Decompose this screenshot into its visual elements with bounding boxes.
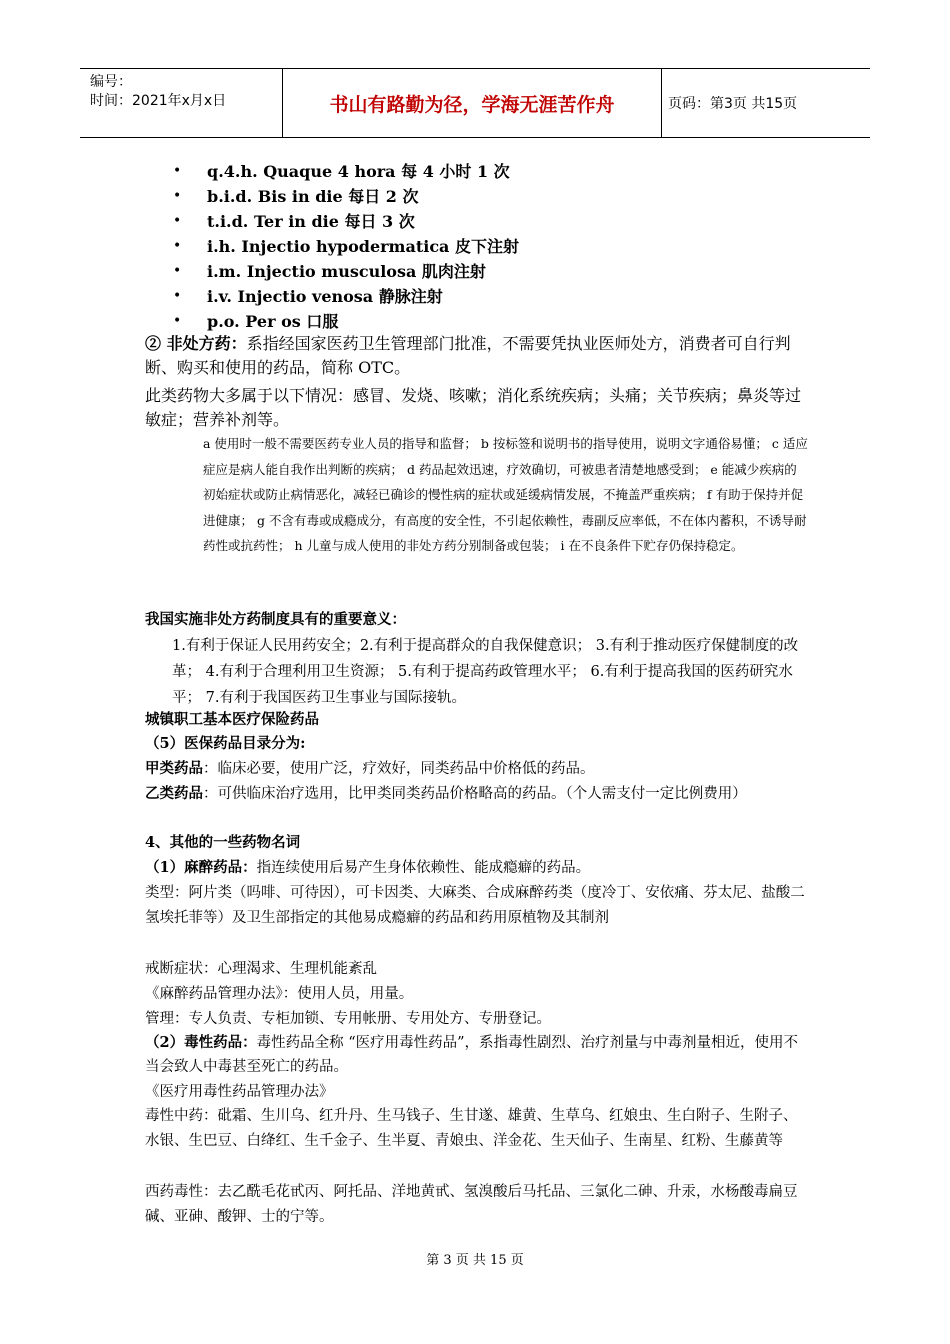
narcotic-label: （1）麻醉药品： [145,859,257,876]
western-toxic-list: 西药毒性：去乙酰毛花甙丙、阿托品、洋地黄甙、氢溴酸后马托品、三氯化二砷、升汞，水杨酸毒扁豆碱、亚砷、酸钾、士的宁等。 [145,1184,798,1225]
list-item [145,233,805,258]
class-a-drugs [145,757,595,781]
bullet-icon: • [173,187,182,204]
class-b-label: 乙类药品 [145,785,203,802]
class-b-drugs [145,782,810,806]
other-terms-heading: 4、其他的一些药物名词 [145,834,301,851]
list-item [145,208,805,233]
toxic-label: （2）毒性药品： [145,1034,257,1051]
page-header [80,68,870,138]
abbreviation-text: i.h. Injectio hypodermatica 皮下注射 [207,237,519,256]
abbreviation-text: t.i.d. Ter in die 每日 3 次 [207,212,415,231]
class-a-label: 甲类药品 [145,760,203,777]
insurance-catalog [145,732,305,756]
toxic-rules: 《医疗用毒性药品管理办法》 [145,1084,334,1100]
significance-heading: 我国实施非处方药制度具有的重要意义： [145,611,406,628]
list-item [145,258,805,283]
document-number-label: 编号： [90,74,132,90]
header-motto: 书山有路勤为径，学海无涯苦作舟 [282,69,662,137]
toxic-definition [145,1031,810,1079]
bullet-icon: • [173,162,182,179]
otc-definition-text: 系指经国家医药卫生管理部门批准，不需要凭执业医师处方，消费者可自行判断、购买和使用的药品，简称 OTC。 [145,334,791,377]
withdrawal-symptoms: 戒断症状：心理渴求、生理机能紊乱 [145,961,377,977]
list-item [145,308,805,333]
otc-features: a 使用时一般不需要医药专业人员的指导和监督； b 按标签和说明书的指导使用，说明文字通俗易懂； c 适应症应是病人能自我作出判断的疾病； d 药品起效迅速，疗效确切，可被患者清楚地感受到； e 能减少疾病的初始症状或防止病情恶化，减轻已确诊的慢性病的症状或延缓病情发展，不掩盖严重疾病； f 有助于保持并促进健康； g 不含有毒或成瘾成分，有高度的安全性，不引起依赖性，毒副反应率低，不在体内蓄积，不诱导耐药性或抗药性； h 儿童与成人使用的非处方药分别制备或包装； i 在不良条件下贮存仍保持稳定。 [203,436,808,553]
bullet-icon: • [173,312,182,329]
toxic-text: 毒性药品全称 “医疗用毒性药品”，系指毒性剧烈、治疗剂量与中毒剂量相近，使用不当会致人中毒甚至死亡的药品。 [145,1035,799,1075]
list-item [145,183,805,208]
narcotic-rules: 《麻醉药品管理办法》：使用人员，用量。 [145,986,414,1002]
otc-heading: ② 非处方药： [145,334,247,353]
insurance-heading: 城镇职工基本医疗保险药品 [145,711,319,728]
insurance-catalog-text: （5）医保药品目录分为: [145,735,306,752]
abbreviation-text: b.i.d. Bis in die 每日 2 次 [207,187,419,206]
class-a-text: ：临床必要，使用广泛，疗效好，同类药品中价格低的药品。 [203,761,595,777]
abbreviation-text: p.o. Per os 口服 [207,312,339,331]
abbreviation-text: q.4.h. Quaque 4 hora 每 4 小时 1 次 [207,162,510,181]
abbreviation-list [145,158,805,333]
management-rules: 管理：专人负责、专柜加锁、专用帐册、专用处方、专册登记。 [145,1011,551,1027]
otc-definition [145,332,810,380]
narcotic-text: 指连续使用后易产生身体依赖性、能成瘾癖的药品。 [256,860,591,876]
list-item [145,158,805,183]
list-item [145,283,805,308]
bullet-icon: • [173,212,182,229]
document-date-label: 时间：2021年x月x日 [90,93,227,109]
class-b-text: ：可供临床治疗选用，比甲类同类药品价格略高的药品。（个人需支付一定比例费用） [203,786,747,802]
page-footer: 第 3 页 共 15 页 [426,1253,524,1268]
bullet-icon: • [173,262,182,279]
tcm-toxic-list: 毒性中药：砒霜、生川乌、红升丹、生马钱子、生甘遂、雄黄、生草乌、红娘虫、生白附子、生附子、水银、生巴豆、白绛红、生千金子、生半夏、青娘虫、洋金花、生天仙子、生南星、红粉、生藤黄等 [145,1108,798,1149]
bullet-icon: • [173,237,182,254]
header-page-label: 页码：第3页 共15页 [668,96,798,112]
narcotic-definition [145,856,590,880]
bullet-icon: • [173,287,182,304]
narcotic-types: 类型：阿片类（吗啡、可待因），可卡因类、大麻类、合成麻醉药类（度冷丁、安依痛、芬太尼、盐酸二氢埃托菲等）及卫生部指定的其他易成瘾癖的药品和药用原植物及其制剂 [145,885,805,926]
header-meta [80,69,282,137]
abbreviation-text: i.v. Injectio venosa 静脉注射 [207,287,443,306]
abbreviation-text: i.m. Injectio musculosa 肌肉注射 [207,262,486,281]
otc-cases: 此类药物大多属于以下情况：感冒、发烧、咳嗽；消化系统疾病；头痛；关节疾病；鼻炎等过敏症；营养补剂等。 [145,386,802,429]
significance-text: 1.有利于保证人民用药安全；2.有利于提高群众的自我保健意识； 3.有利于推动医疗保健制度的改革； 4.有利于合理利用卫生资源； 5.有利于提高药政管理水平； 6.有利于提高我国的医药研究水平； 7.有利于我国医药卫生事业与国际接轨。 [172,638,799,706]
